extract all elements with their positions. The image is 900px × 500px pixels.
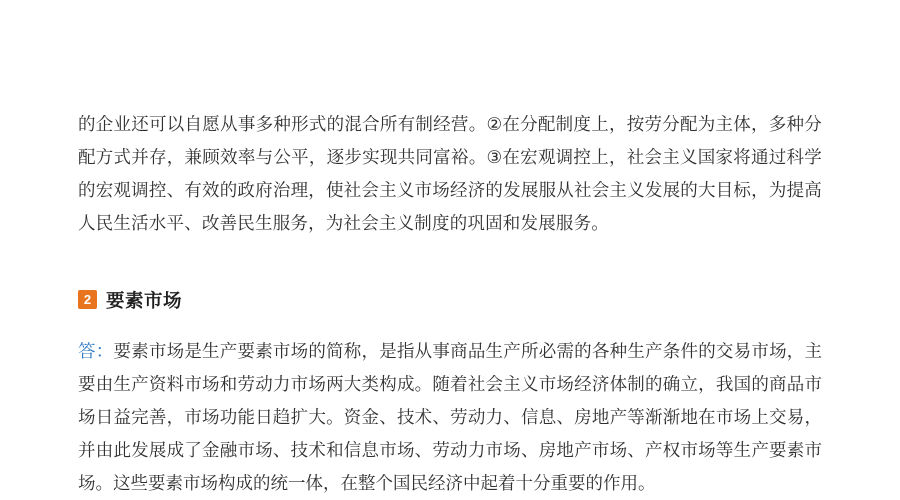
document-page bbox=[0, 18, 900, 493]
answer-body: 要素市场是生产要素市场的简称，是指从事商品生产所必需的各种生产条件的交易市场，主要由生产资料市场和劳动力市场两大类构成。随着社会主义市场经济体制的确立，我国的商品市场日益完善，市场功能日趋扩大。资金、技术、劳动力、信息、房地产等渐渐地在市场上交易，并由此发展成了金融市场、技术和信息市场、劳动力市场、房地产市场、产权市场等生产要素市场。这些要素市场构成的统一体，在整个国民经济中起着十分重要的作用。 bbox=[78, 340, 823, 493]
body-paragraph-continued: 的企业还可以自愿从事多种形式的混合所有制经营。②在分配制度上，按劳分配为主体，多种分配方式并存，兼顾效率与公平，逐步实现共同富裕。③在宏观调控上，社会主义国家将通过科学的宏观调控、有效的政府治理，使社会主义市场经济的发展服从社会主义发展的大目标，为提高人民生活水平、改善民生服务，为社会主义制度的巩固和发展服务。 bbox=[78, 113, 822, 233]
section-title: 要素市场 bbox=[106, 289, 183, 311]
section-heading bbox=[78, 287, 822, 313]
answer-label: 答： bbox=[78, 340, 114, 361]
section-number-badge: 2 bbox=[78, 290, 97, 309]
